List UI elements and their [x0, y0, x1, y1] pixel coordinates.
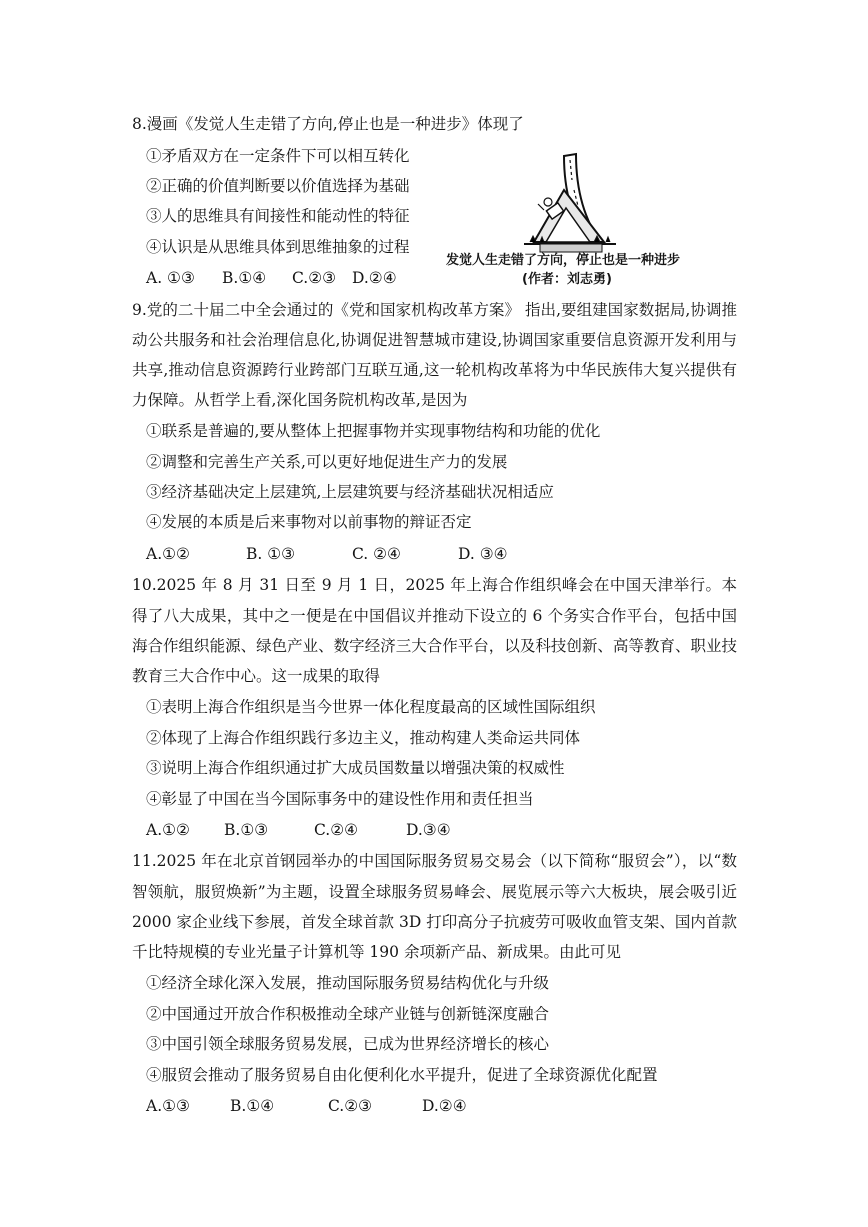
q11-stem-line-1: 11.2025 年在北京首钢园举办的中国国际服务贸易交易会（以下简称“服贸会”），以“数 [132, 852, 737, 870]
q9-option-2: ②调整和完善生产关系,可以更好地促进生产力的发展 [146, 453, 508, 471]
q8-stem: 8.漫画《发觉人生走错了方向,停止也是一种进步》体现了 [132, 115, 524, 133]
q11-stem-line-4: 千比特规模的专业光量子计算机等 190 余项新产品、新成果。由此可见 [132, 943, 621, 961]
q11-option-2: ②中国通过开放合作积极推动全球产业链与创新链深度融合 [146, 1005, 550, 1023]
q11-choice-d: D.②④ [422, 1097, 467, 1115]
q11-stem-line-3: 2000 家企业线下参展，首发全球首款 3D 打印高分子抗疲劳可吸收血管支架、国内首款 [132, 913, 737, 931]
q11-option-4: ④服贸会推动了服务贸易自由化便利化水平提升，促进了全球资源优化配置 [146, 1066, 658, 1084]
q8-choice-a: A. ①③ [146, 269, 195, 287]
q8-option-3: ③人的思维具有间接性和能动性的特征 [146, 207, 410, 225]
q9-stem-line-2: 动公共服务和社会治理信息化,协调促进智慧城市建设,协调国家重要信息资源开发利用与 [132, 331, 737, 349]
q8-choice-d: D.②④ [352, 269, 397, 287]
q9-stem-line-4: 力保障。从哲学上看,深化国务院机构改革,是因为 [132, 391, 468, 409]
q8-option-1: ①矛盾双方在一定条件下可以相互转化 [146, 147, 410, 165]
q10-option-2: ②体现了上海合作组织践行多边主义，推动构建人类命运共同体 [146, 729, 581, 747]
q10-choice-c: C.②④ [314, 821, 359, 839]
q8-choice-b: B.①④ [222, 269, 267, 287]
q11-choice-a: A.①③ [146, 1097, 190, 1115]
q9-stem-line-3: 共享,推动信息资源跨行业跨部门互联互通,这一轮机构改革将为中华民族伟大复兴提供有 [132, 361, 737, 379]
q10-option-1: ①表明上海合作组织是当今世界一体化程度最高的区域性国际组织 [146, 698, 596, 716]
q9-option-4: ④发展的本质是后来事物对以前事物的辩证否定 [146, 513, 472, 531]
q10-option-4: ④彰显了中国在当今国际事务中的建设性作用和责任担当 [146, 790, 534, 808]
q9-stem-line-1: 9.党的二十届二中全会通过的《党和国家机构改革方案》 指出,要组建国家数据局,协调推 [132, 301, 737, 319]
q11-option-1: ①经济全球化深入发展，推动国际服务贸易结构优化与升级 [146, 974, 550, 992]
q10-stem-line-4: 教育三大合作中心。这一成果的取得 [132, 667, 381, 685]
q9-choice-a: A.①② [146, 545, 190, 563]
cartoon-author: (作者：刘志勇) [522, 272, 612, 287]
q10-choice-d: D.③④ [406, 821, 451, 839]
q10-stem-line-2: 得了八大成果，其中之一便是在中国倡议并推动下设立的 6 个务实合作平台，包括中国 [132, 607, 737, 625]
q8-option-4: ④认识是从思维具体到思维抽象的过程 [146, 238, 410, 256]
q10-option-3: ③说明上海合作组织通过扩大成员国数量以增强决策的权威性 [146, 759, 565, 777]
q8-choice-c: C.②③ [292, 269, 337, 287]
q10-stem-line-1: 10.2025 年 8 月 31 日至 9 月 1 日，2025 年上海合作组织峰会在中国天津举行。本 [132, 576, 737, 594]
q9-option-1: ①联系是普遍的,要从整体上把握事物并实现事物结构和功能的优化 [146, 422, 601, 440]
q9-choice-d: D. ③④ [458, 545, 508, 563]
q10-stem-line-3: 海合作组织能源、绿色产业、数字经济三大合作平台，以及科技创新、高等教育、职业技 [132, 637, 737, 655]
q10-choice-b: B.①③ [224, 821, 269, 839]
q11-choice-c: C.②③ [328, 1097, 373, 1115]
q10-choice-a: A.①② [146, 821, 190, 839]
q9-choice-c: C. ②④ [352, 545, 401, 563]
q11-stem-line-2: 智领航，服贸焕新”为主题，设置全球服务贸易峰会、展览展示等六大板块，展会吸引近 [132, 883, 737, 901]
q11-choice-b: B.①④ [230, 1097, 275, 1115]
q9-option-3: ③经济基础决定上层建筑,上层建筑要与经济基础状况相适应 [146, 483, 554, 501]
q8-option-2: ②正确的价值判断要以价值选择为基础 [146, 177, 410, 195]
cartoon-caption: 发觉人生走错了方向，停止也是一种进步 [446, 253, 681, 268]
q11-option-3: ③中国引领全球服务贸易发展，已成为世界经济增长的核心 [146, 1035, 550, 1053]
q9-choice-b: B. ①③ [246, 545, 296, 563]
